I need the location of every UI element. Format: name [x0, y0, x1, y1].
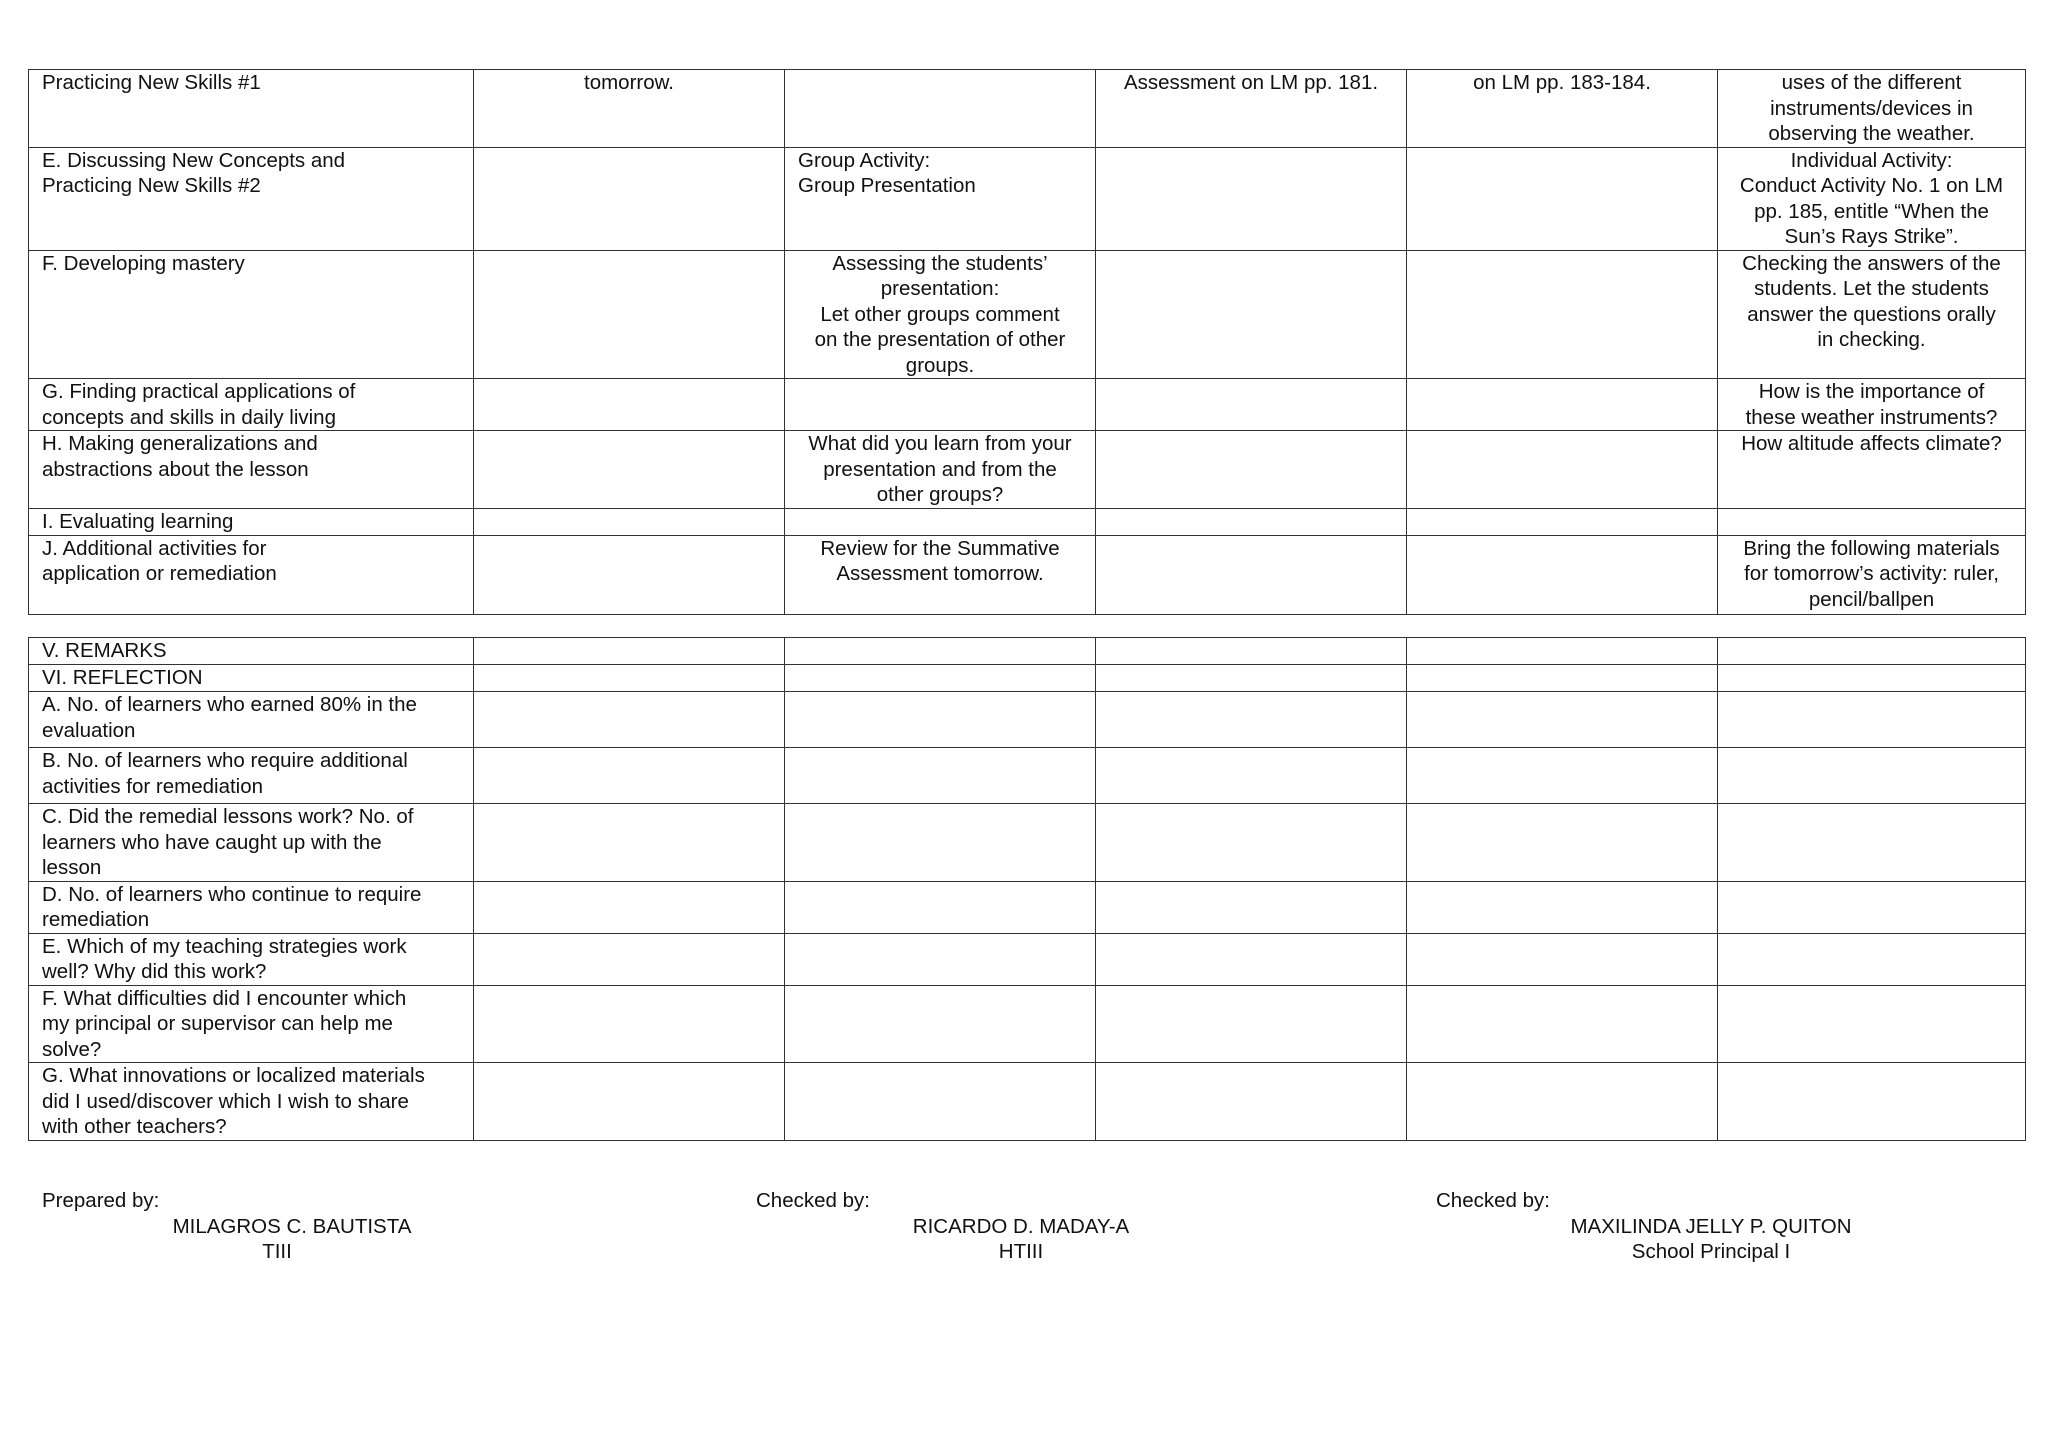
- reflection-label: VI. REFLECTION: [29, 665, 474, 692]
- table-cell: [1096, 804, 1407, 882]
- table-cell: [1407, 638, 1718, 665]
- procedure-label: Practicing New Skills #1: [29, 70, 474, 148]
- table-cell: [1096, 379, 1407, 431]
- table-cell: [785, 748, 1096, 804]
- checked-by-block-1: [756, 1188, 1256, 1265]
- lesson-procedure-table: [28, 69, 2026, 615]
- table-cell: [1407, 933, 1718, 985]
- table-cell: [1407, 250, 1718, 379]
- reflection-table: [28, 637, 2026, 1141]
- procedure-label: J. Additional activities for application or remediation: [29, 535, 474, 614]
- table-row: [29, 431, 2026, 509]
- table-row: [29, 692, 2026, 748]
- table-cell: [785, 70, 1096, 148]
- table-cell: [474, 1063, 785, 1141]
- reflection-label: D. No. of learners who continue to require remediation: [29, 881, 474, 933]
- table-cell: [1407, 748, 1718, 804]
- table-cell: [1407, 881, 1718, 933]
- table-cell: [474, 692, 785, 748]
- table-cell: [1096, 985, 1407, 1063]
- checker-position: HTIII: [998, 1240, 1044, 1263]
- table-cell: [1096, 431, 1407, 509]
- table-cell: [1718, 692, 2026, 748]
- procedure-label: G. Finding practical applications of concepts and skills in daily living: [29, 379, 474, 431]
- table-cell: [1407, 665, 1718, 692]
- table-row: [29, 379, 2026, 431]
- table-cell: [1407, 147, 1718, 250]
- reflection-label: G. What innovations or localized materials did I used/discover which I wish to share with other teachers?: [29, 1063, 474, 1141]
- table-cell: [1407, 1063, 1718, 1141]
- prepared-by-label: Prepared by:: [42, 1189, 160, 1212]
- table-cell: on LM pp. 183-184.: [1407, 70, 1718, 148]
- table-cell: [474, 147, 785, 250]
- table-row: [29, 535, 2026, 614]
- table-cell: [474, 250, 785, 379]
- preparer-name: MILAGROS C. BAUTISTA: [172, 1214, 412, 1238]
- table-cell: [1096, 665, 1407, 692]
- table-cell: [1407, 692, 1718, 748]
- table-cell: [1718, 804, 2026, 882]
- table-cell: What did you learn from your presentation and from the other groups?: [785, 431, 1096, 509]
- procedure-label: H. Making generalizations and abstractions about the lesson: [29, 431, 474, 509]
- table-cell: How is the importance of these weather instruments?: [1718, 379, 2026, 431]
- table-cell: [1096, 250, 1407, 379]
- table-row: [29, 665, 2026, 692]
- table-cell: uses of the different instruments/devices in observing the weather.: [1718, 70, 2026, 148]
- table-cell: [785, 509, 1096, 536]
- table-cell: [1718, 1063, 2026, 1141]
- table-cell: [1096, 1063, 1407, 1141]
- table-row: [29, 250, 2026, 379]
- preparer-position: TIII: [262, 1240, 292, 1263]
- table-cell: [474, 431, 785, 509]
- table-cell: Assessing the students’ presentation: Let other groups comment on the presentation of other groups.: [785, 250, 1096, 379]
- table-row: [29, 638, 2026, 665]
- table-row: [29, 147, 2026, 250]
- checked-by-label: Checked by:: [756, 1189, 870, 1212]
- table-row: [29, 985, 2026, 1063]
- table-cell: [474, 638, 785, 665]
- reflection-label: B. No. of learners who require additional activities for remediation: [29, 748, 474, 804]
- table-cell: [1718, 509, 2026, 536]
- reflection-label: A. No. of learners who earned 80% in the evaluation: [29, 692, 474, 748]
- checker-name: RICARDO D. MADAY-A: [912, 1214, 1130, 1238]
- table-cell: [1096, 692, 1407, 748]
- table-cell: [1407, 535, 1718, 614]
- table-cell: How altitude affects climate?: [1718, 431, 2026, 509]
- table-cell: [785, 881, 1096, 933]
- table-row: [29, 748, 2026, 804]
- checked-by-label: Checked by:: [1436, 1189, 1550, 1212]
- table-cell: [1718, 881, 2026, 933]
- table-cell: tomorrow.: [474, 70, 785, 148]
- table-cell: [785, 985, 1096, 1063]
- reflection-label: V. REMARKS: [29, 638, 474, 665]
- table-cell: [1407, 985, 1718, 1063]
- table-cell: [474, 535, 785, 614]
- table-cell: [1096, 881, 1407, 933]
- table-cell: [1096, 638, 1407, 665]
- table-cell: Checking the answers of the students. Let the students answer the questions orally in checking.: [1718, 250, 2026, 379]
- table-cell: [785, 379, 1096, 431]
- table-cell: Group Activity: Group Presentation: [785, 147, 1096, 250]
- prepared-by-block: [42, 1188, 512, 1265]
- table-cell: [1096, 535, 1407, 614]
- table-cell: [474, 509, 785, 536]
- table-cell: [1407, 509, 1718, 536]
- table-cell: [785, 804, 1096, 882]
- table-cell: Review for the Summative Assessment tomorrow.: [785, 535, 1096, 614]
- table-cell: [1718, 638, 2026, 665]
- table-row: [29, 70, 2026, 148]
- procedure-label: F. Developing mastery: [29, 250, 474, 379]
- table-cell: [1096, 509, 1407, 536]
- table-cell: [474, 985, 785, 1063]
- table-cell: [1407, 804, 1718, 882]
- table-cell: [1096, 933, 1407, 985]
- table-row: [29, 509, 2026, 536]
- table-row: [29, 933, 2026, 985]
- table-cell: [474, 665, 785, 692]
- table-cell: [1718, 933, 2026, 985]
- table-cell: Bring the following materials for tomorrow’s activity: ruler, pencil/ballpen: [1718, 535, 2026, 614]
- principal-name: MAXILINDA JELLY P. QUITON: [1570, 1214, 1852, 1238]
- table-row: [29, 881, 2026, 933]
- reflection-label: E. Which of my teaching strategies work well? Why did this work?: [29, 933, 474, 985]
- table-cell: Assessment on LM pp. 181.: [1096, 70, 1407, 148]
- table-cell: [1718, 748, 2026, 804]
- checked-by-block-2: [1436, 1188, 1956, 1265]
- table-cell: [785, 933, 1096, 985]
- procedure-label: I. Evaluating learning: [29, 509, 474, 536]
- table-cell: [785, 665, 1096, 692]
- table-cell: [1096, 147, 1407, 250]
- table-cell: [1718, 665, 2026, 692]
- table-cell: [785, 638, 1096, 665]
- table-cell: [785, 692, 1096, 748]
- reflection-label: C. Did the remedial lessons work? No. of learners who have caught up with the lesson: [29, 804, 474, 882]
- table-cell: [474, 379, 785, 431]
- table-cell: [474, 748, 785, 804]
- table-cell: [1096, 748, 1407, 804]
- table-cell: [785, 1063, 1096, 1141]
- reflection-label: F. What difficulties did I encounter which my principal or supervisor can help me solve?: [29, 985, 474, 1063]
- table-cell: [1718, 985, 2026, 1063]
- table-row: [29, 1063, 2026, 1141]
- table-cell: Individual Activity: Conduct Activity No. 1 on LM pp. 185, entitle “When the Sun’s Rays Strike”.: [1718, 147, 2026, 250]
- table-cell: [1407, 431, 1718, 509]
- table-cell: [1407, 379, 1718, 431]
- table-cell: [474, 881, 785, 933]
- procedure-label: E. Discussing New Concepts and Practicing New Skills #2: [29, 147, 474, 250]
- principal-position: School Principal I: [1631, 1240, 1791, 1263]
- table-cell: [474, 933, 785, 985]
- table-row: [29, 804, 2026, 882]
- table-cell: [474, 804, 785, 882]
